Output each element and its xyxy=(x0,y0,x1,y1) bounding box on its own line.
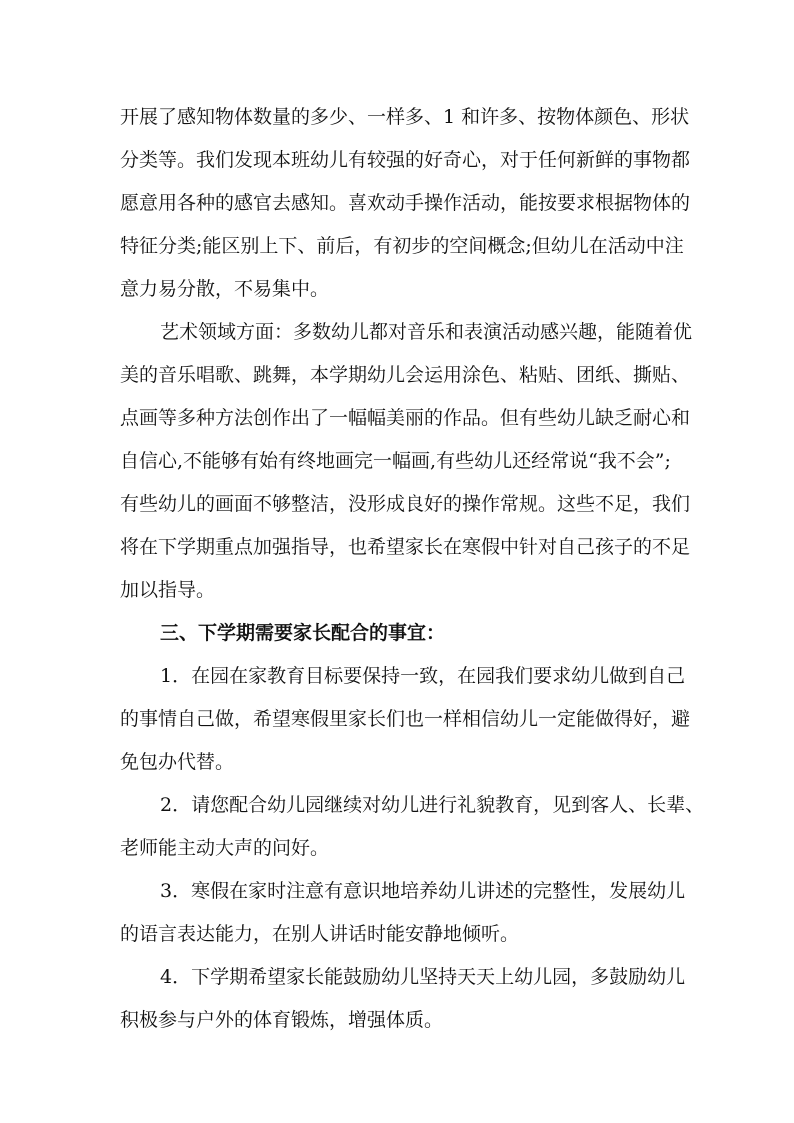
paragraph-0-line-2: 愿意用各种的感官去感知。喜欢动手操作活动，能按要求根据物体的 xyxy=(120,192,691,214)
item-4-line-0: 4．下学期希望家长能鼓励幼儿坚持天天上幼儿园，多鼓励幼儿 xyxy=(160,966,686,988)
paragraph-1-line-2: 点画等多种方法创作出了一幅幅美丽的作品。但有些幼儿缺乏耐心和 xyxy=(120,407,691,429)
paragraph-0-line-4: 意力易分散，不易集中。 xyxy=(120,278,330,300)
paragraph-0-line-0: 开展了感知物体数量的多少、一样多、1 和许多、按物体颜色、形状 xyxy=(120,106,690,128)
paragraph-1-line-0: 艺术领域方面：多数幼儿都对音乐和表演活动感兴趣，能随着优 xyxy=(160,321,693,343)
item-1-line-0: 1．在园在家教育目标要保持一致，在园我们要求幼儿做到自己 xyxy=(160,665,686,687)
item-1-line-1: 的事情自己做，希望寒假里家长们也一样相信幼儿一定能做得好，避 xyxy=(120,708,691,730)
item-2-line-1: 老师能主动大声的问好。 xyxy=(120,837,330,859)
paragraph-1-line-4: 有些幼儿的画面不够整洁，没形成良好的操作常规。这些不足，我们 xyxy=(120,493,691,515)
paragraph-0-line-1: 分类等。我们发现本班幼儿有较强的好奇心，对于任何新鲜的事物都 xyxy=(120,149,691,171)
item-4-line-1: 积极参与户外的体育锻炼，增强体质。 xyxy=(120,1009,444,1031)
section-heading: 三、下学期需要家长配合的事宜： xyxy=(160,622,446,644)
item-3-line-0: 3．寒假在家时注意有意识地培养幼儿讲述的完整性，发展幼儿 xyxy=(160,880,686,902)
paragraph-1-line-1: 美的音乐唱歌、跳舞，本学期幼儿会运用涂色、粘贴、团纸、撕贴、 xyxy=(120,364,691,386)
paragraph-1-line-5: 将在下学期重点加强指导，也希望家长在寒假中针对自己孩子的不足 xyxy=(120,536,691,558)
item-1-line-2: 免包办代替。 xyxy=(120,751,235,773)
paragraph-0-line-3: 特征分类;能区别上下、前后，有初步的空间概念;但幼儿在活动中注 xyxy=(120,235,684,257)
item-2-line-0: 2．请您配合幼儿园继续对幼儿进行礼貌教育，见到客人、长辈、 xyxy=(160,794,705,816)
paragraph-1-line-6: 加以指导。 xyxy=(120,579,216,601)
item-3-line-1: 的语言表达能力，在别人讲话时能安静地倾听。 xyxy=(120,923,520,945)
paragraph-1-line-3: 自信心,不能够有始有终地画完一幅画,有些幼儿还经常说“我不会”; xyxy=(120,450,671,472)
